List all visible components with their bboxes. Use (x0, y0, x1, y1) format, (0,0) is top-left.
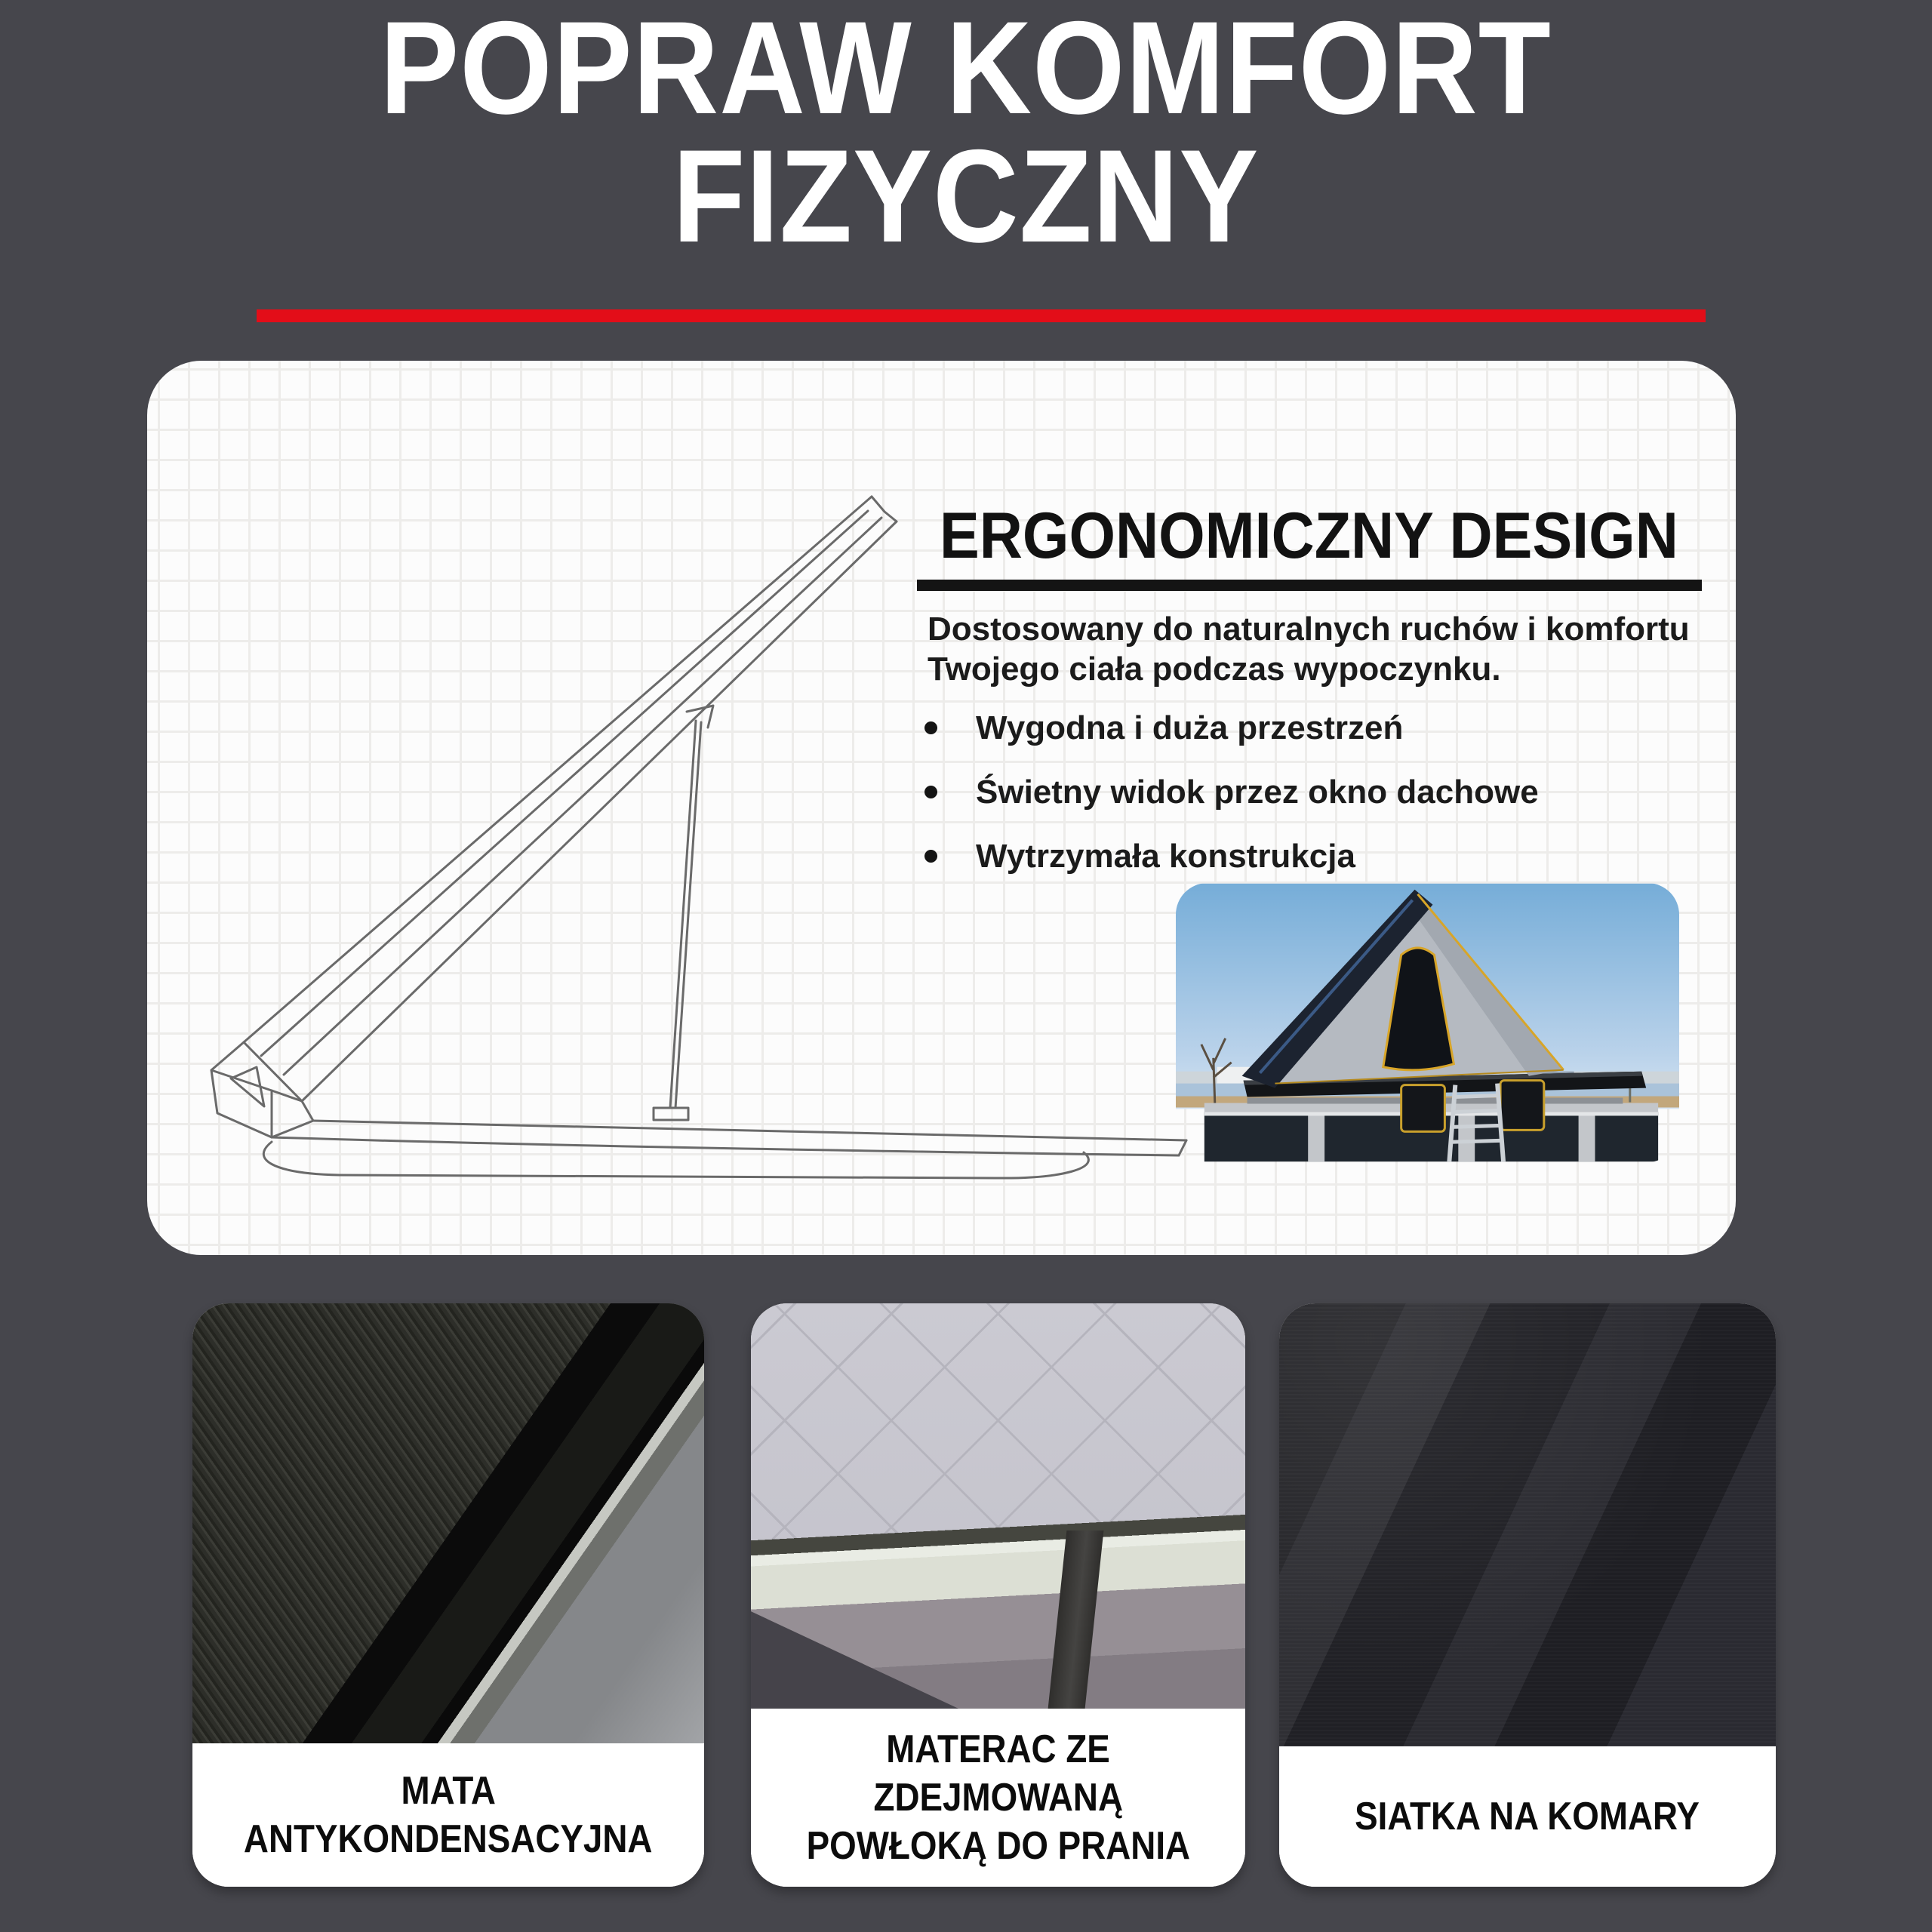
page-title (0, 0, 1932, 270)
heading-underline (917, 580, 1702, 591)
section-heading: ERGONOMICZNY DESIGN (940, 500, 1678, 572)
caption-line: ZDEJMOWANĄ (873, 1776, 1123, 1820)
feature-card-mosquito-net (1279, 1303, 1776, 1887)
design-text-column (917, 501, 1708, 901)
anti-condensation-mat-photo (192, 1303, 704, 1743)
bullet-item: Wytrzymała konstrukcja (917, 837, 1708, 876)
red-divider (257, 309, 1706, 322)
mosquito-net-photo (1279, 1303, 1776, 1746)
description-line-1: Dostosowany do naturalnych ruchów i komfortu (928, 611, 1690, 648)
feature-card-mattress-cover (751, 1303, 1245, 1887)
feature-caption (751, 1709, 1245, 1887)
roof-tent-on-car-illustration (1176, 883, 1679, 1162)
roof-tent-on-car-photo (1176, 883, 1679, 1162)
feature-bullet-list (917, 709, 1708, 876)
description-line-2: Twojego ciała podczas wypoczynku. (928, 651, 1501, 688)
ergonomic-design-card (147, 361, 1736, 1255)
feature-caption (1279, 1746, 1776, 1887)
caption-line: MATERAC ZE (886, 1727, 1110, 1771)
page-title-line-2: FIZYCZNY (672, 123, 1260, 270)
mattress-removable-cover-photo (751, 1303, 1245, 1709)
caption-line: MATA (401, 1769, 496, 1813)
caption-line: SIATKA NA KOMARY (1355, 1795, 1700, 1838)
feature-caption (192, 1743, 704, 1887)
section-description (928, 609, 1708, 689)
page-title-line-1: POPRAW KOMFORT (380, 0, 1552, 142)
bullet-item: Wygodna i duża przestrzeń (917, 709, 1708, 748)
caption-line: ANTYKONDENSACYJNA (244, 1817, 653, 1861)
bullet-item: Świetny widok przez okno dachowe (917, 773, 1708, 812)
feature-card-anti-condensation-mat (192, 1303, 704, 1887)
caption-line: POWŁOKĄ DO PRANIA (806, 1824, 1190, 1868)
